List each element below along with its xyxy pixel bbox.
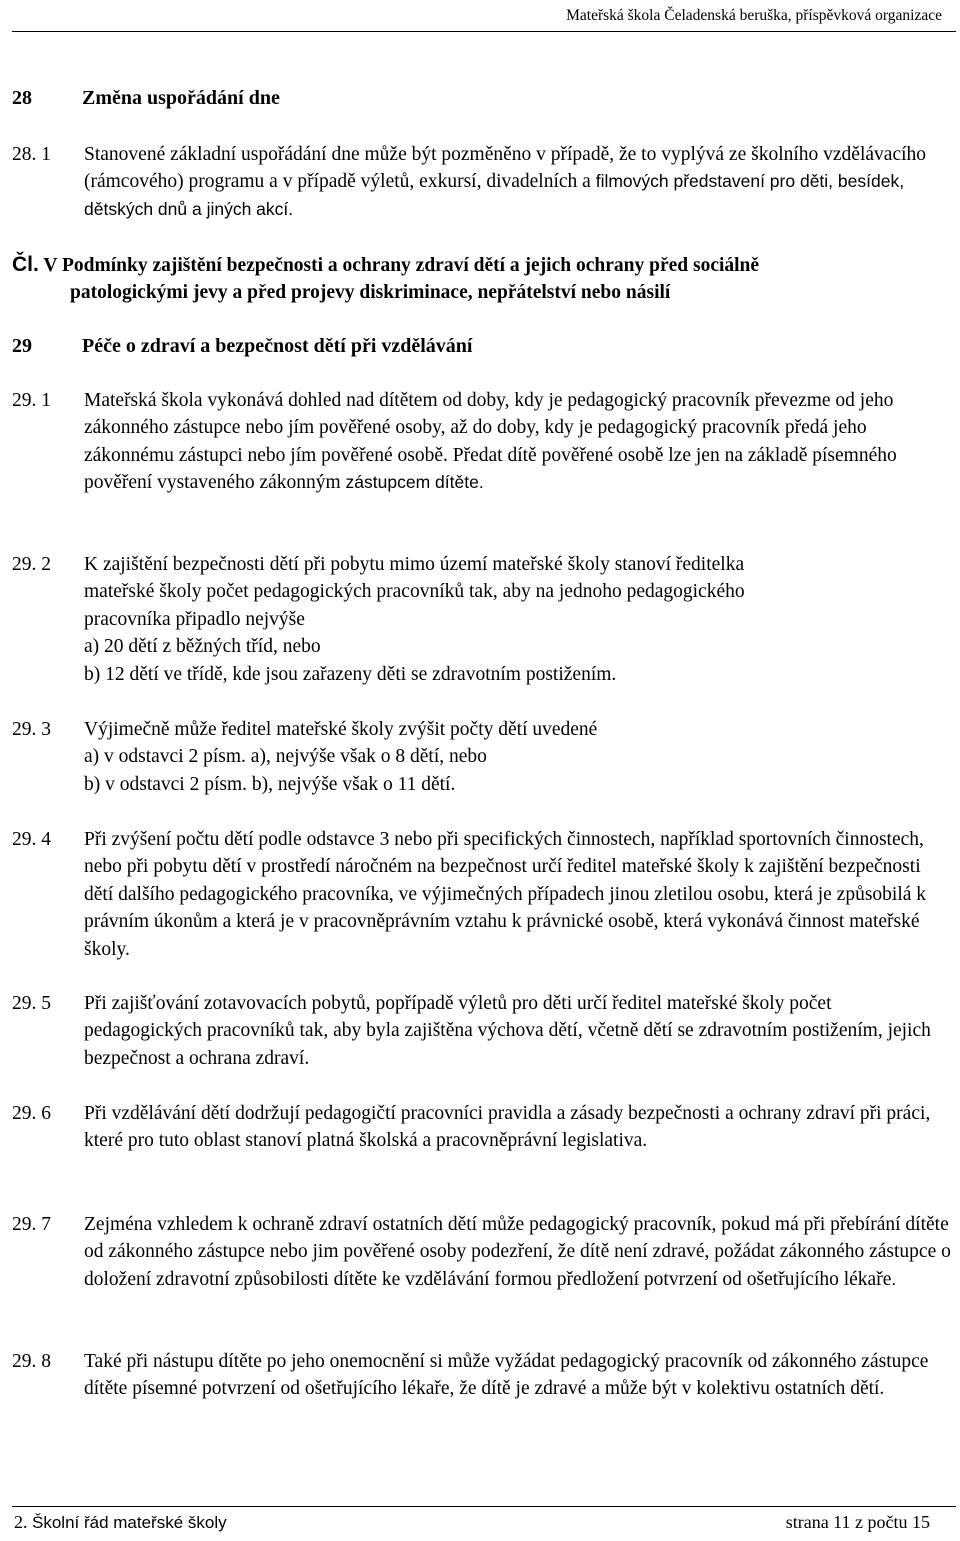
paragraph-number: 29. 8 [12,1351,51,1372]
footer-title-text: Školní řád mateřské školy [32,1513,227,1532]
footer-document-title [14,1507,227,1538]
paragraph-text-sans: . [891,1268,897,1289]
section-title: Péče o zdraví a bezpečnost dětí při vzdělávání [82,335,473,357]
section-heading-28 [12,85,280,111]
paragraph-number: 29. 5 [12,993,51,1014]
paragraph-line: K zajištění bezpečnosti dětí při pobytu mimo území mateřské školy stanoví ředitelka [84,554,745,575]
paragraph-29-5 [12,990,952,1072]
article-prefix: Čl. [12,253,39,276]
paragraph-line: pracovníka připadlo nejvýše [84,608,305,630]
paragraph-text: Při zajišťování zotavovacích pobytů, popřípadě výletů pro děti určí ředitel mateřské školy počet pedagogických pracovníků tak, aby byla zajištěna výchova dětí, včetně dětí se zdravotním postižením, jejich bezpečnost a ochrana zdraví. [84,993,931,1069]
list-item: b) 12 dětí ve třídě, kde jsou zařazeny děti se zdravotním postižením. [84,663,617,685]
list-item: a) 20 dětí z běžných tříd, nebo [84,636,321,658]
paragraph-text: Při vzdělávání dětí dodržují pedagogičtí pracovníci pravidla a zásady bezpečnosti a ochrany zdraví při práci, které pro tuto oblast stanoví platná školská a pracovněprávní legislativa. [84,1103,931,1152]
section-number: 28 [12,87,32,109]
paragraph-number: 29. 7 [12,1214,51,1235]
section-title: Změna uspořádání dne [82,87,280,109]
paragraph-text-sans: zástupcem dítěte. [345,472,484,493]
list-item: b) v odstavci 2 písm. b), nejvýše však o 11 dětí. [84,773,456,795]
paragraph-28-1 [12,141,952,223]
paragraph-text: Při zvýšení počtu dětí podle odstavce 3 nebo při specifických činnostech, například sportovních činnostech, nebo při pobytu dětí v prostředí náročném na bezpečnost určí ředitel mateřské školy k zajištění bezpečnosti dětí dalšího pedagogického pracovníka, ve výjimečných případech jinou zletilou osobu, která je způsobilá k právním úkonům a která je v pracovněprávním vztahu k právnické osobě, která vykonává činnost mateřské školy. [84,829,927,960]
header-title: Mateřská škola Čeladenská beruška, příspěvková organizace [566,7,942,24]
paragraph-text-sans: filmových představení pro děti, besídek, dětských dnů a jiných akcí. [84,171,905,219]
footer-page-number: strana 11 z počtu 15 [785,1512,930,1532]
article-heading [12,251,952,306]
article-title-line2: patologickými jevy a před projevy diskriminace, nepřátelství nebo násilí [70,282,671,303]
paragraph-line: mateřské školy počet pedagogických pracovníků tak, aby na jednoho pedagogického [84,581,745,603]
paragraph-text: Mateřská škola vykonává dohled nad dítětem od doby, kdy je pedagogický pracovník převezme od jeho zákonného zástupce nebo jím pověřené osoby, až do doby, kdy je pedagogický pracovník předá jeho zákonnému zástupci nebo jím pověřené osobě. Předat dítě pověřené osobě lze jen na základě písemného pověření vystaveného zákonným [84,390,897,494]
paragraph-29-7 [12,1211,952,1293]
paragraph-29-1 [12,387,952,497]
footer-chapter-number: 2. [14,1512,28,1532]
paragraph-29-4 [12,826,952,963]
paragraph-29-3 [12,716,952,798]
paragraph-text: Stanovené základní uspořádání dne může být pozměněno v případě, že to vyplývá ze školního vzdělávacího (rámcového) programu a v případě výletů, exkursí, divadelních a [84,144,927,193]
list-item: a) v odstavci 2 písm. a), nejvýše však o 8 dětí, nebo [84,746,487,768]
paragraph-29-8 [12,1348,952,1403]
paragraph-text: Také při nástupu dítěte po jeho onemocnění si může vyžádat pedagogický pracovník od zákonného zástupce dítěte písemné potvrzení od ošetřujícího lékaře, že dítě je zdravé a může být v kolektivu ostatních dětí. [84,1351,929,1400]
page-footer [12,1506,956,1535]
article-title-line1: V Podmínky zajištění bezpečnosti a ochrany zdraví dětí a jejich ochrany před sociálně [43,255,760,276]
page-header [12,5,956,32]
paragraph-29-6 [12,1100,952,1155]
paragraph-number: 29. 4 [12,829,51,850]
paragraph-text: Zejména vzhledem k ochraně zdraví ostatních dětí může pedagogický pracovník, pokud má při přebírání dítěte od zákonného zástupce nebo jim pověřené osoby podezření, že dítě není zdravé, požádat zákonného zástupce o doložení zdravotní způsobilosti dítěte ke vzdělávání formou předložení potvrzení od ošetřujícího lékaře [84,1214,951,1290]
paragraph-number: 28. 1 [12,144,51,165]
paragraph-number: 29. 1 [12,390,51,411]
paragraph-number: 29. 3 [12,719,51,740]
paragraph-number: 29. 6 [12,1103,51,1124]
paragraph-line: Výjimečně může ředitel mateřské školy zvýšit počty dětí uvedené [84,719,598,740]
section-heading-29 [12,333,473,359]
section-number: 29 [12,335,32,357]
paragraph-number: 29. 2 [12,554,51,575]
paragraph-29-2 [12,551,952,688]
